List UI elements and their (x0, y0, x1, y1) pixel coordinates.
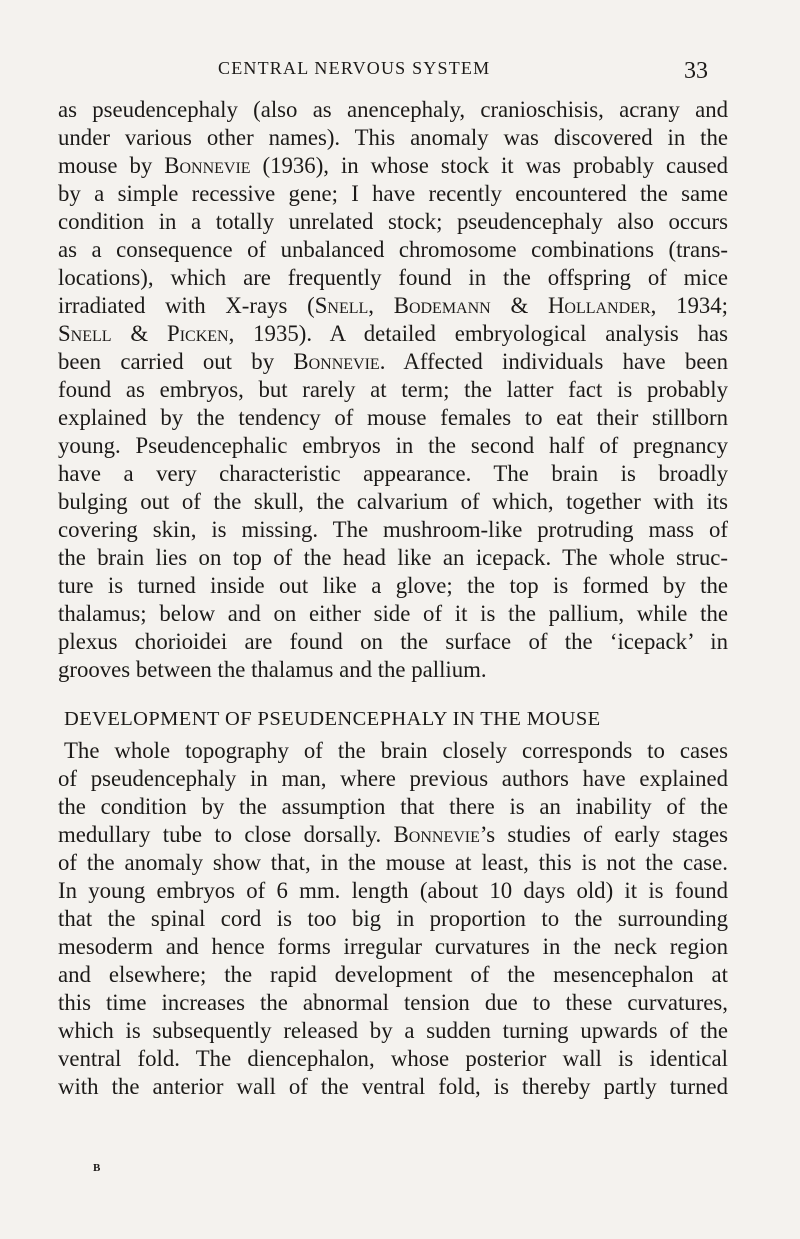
text-line: young. Pseudencephalic embryos in the second half of pregnancy (58, 433, 728, 458)
text-line: Snell & Picken, 1935). A detailed embryological analysis has (58, 321, 728, 346)
signature-mark: B (93, 1162, 101, 1174)
paragraph-pseudencephaly-intro (58, 96, 728, 684)
text-line: the brain lies on top of the head like an icepack. The whole struc- (58, 545, 728, 570)
text-line: found as embryos, but rarely at term; the latter fact is probably (58, 377, 728, 402)
text-line: of the anomaly show that, in the mouse at least, this is not the case. (58, 850, 728, 875)
text-line: bulging out of the skull, the calvarium of which, together with its (58, 489, 728, 514)
text-line: mouse by Bonnevie (1936), in whose stock it was probably caused (58, 153, 729, 178)
text-line: that the spinal cord is too big in proportion to the surrounding (58, 906, 728, 931)
running-head (0, 58, 800, 88)
body-text (58, 96, 728, 1101)
text-line: medullary tube to close dorsally. Bonnevie’s studies of early stages (58, 822, 729, 847)
text-line: plexus chorioidei are found on the surface of the ‘icepack’ in (58, 629, 728, 654)
text-line: irradiated with X-rays (Snell, Bodemann & Hollander, 1934; (58, 293, 728, 318)
text-line: have a very characteristic appearance. The brain is broadly (58, 461, 728, 486)
running-title: CENTRAL NERVOUS SYSTEM (218, 58, 491, 78)
text-line: as a consequence of unbalanced chromosome combinations (trans- (58, 237, 728, 262)
text-line: by a simple recessive gene; I have recently encountered the same (58, 181, 728, 206)
text-line: grooves between the thalamus and the pallium. (58, 657, 487, 682)
text-line: the condition by the assumption that there is an inability of the (58, 794, 728, 819)
page-number: 33 (684, 58, 708, 84)
text-line: and elsewhere; the rapid development of the mesencephalon at (58, 962, 728, 987)
section-heading: DEVELOPMENT OF PSEUDENCEPHALY IN THE MOUSE (64, 708, 601, 730)
text-line: The whole topography of the brain closely corresponds to cases (64, 738, 728, 763)
text-line: this time increases the abnormal tension due to these curvatures, (58, 990, 728, 1015)
text-line: which is subsequently released by a sudden turning upwards of the (58, 1018, 728, 1043)
text-line: ventral fold. The diencephalon, whose posterior wall is identical (58, 1046, 728, 1071)
text-line: explained by the tendency of mouse females to eat their stillborn (58, 405, 728, 430)
text-line: mesoderm and hence forms irregular curvatures in the neck region (58, 934, 728, 959)
text-line: with the anterior wall of the ventral fold, is thereby partly turned (58, 1074, 728, 1099)
text-line: ture is turned inside out like a glove; the top is formed by the (58, 573, 728, 598)
text-line: In young embryos of 6 mm. length (about 10 days old) it is found (58, 878, 728, 903)
text-line: as pseudencephaly (also as anencephaly, cranioschisis, acrany and (58, 97, 728, 122)
text-line: condition in a totally unrelated stock; pseudencephaly also occurs (58, 209, 728, 234)
paragraph-development (58, 737, 728, 1101)
text-line: under various other names). This anomaly was discovered in the (58, 125, 728, 150)
text-line: locations), which are frequently found in the offspring of mice (58, 265, 728, 290)
text-line: been carried out by Bonnevie. Affected individuals have been (58, 349, 728, 374)
text-line: of pseudencephaly in man, where previous authors have explained (58, 766, 728, 791)
text-line: covering skin, is missing. The mushroom-like protruding mass of (58, 517, 728, 542)
text-line: thalamus; below and on either side of it is the pallium, while the (58, 601, 728, 626)
